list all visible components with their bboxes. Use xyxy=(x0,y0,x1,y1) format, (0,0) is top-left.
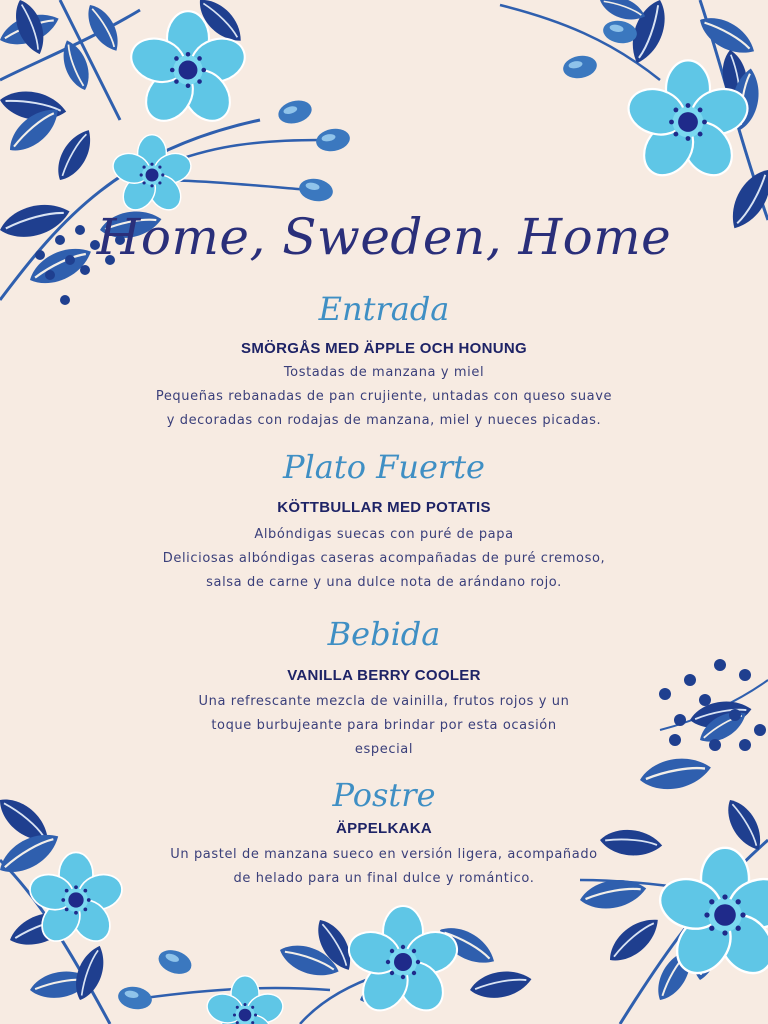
dish-line: Un pastel de manzana sueco en versión ligera, acompañado xyxy=(170,847,598,862)
menu-title: Home, Sweden, Home xyxy=(96,208,672,266)
dish-name-postre: ÄPPELKAKA xyxy=(335,820,433,837)
section-heading-plato-fuerte: Plato Fuerte xyxy=(283,448,485,486)
dish-line: toque burbujeante para brindar por esta ocasión xyxy=(211,718,557,733)
section-heading-bebida: Bebida xyxy=(327,615,441,653)
dish-line: Pequeñas rebanadas de pan crujiente, untadas con queso suave xyxy=(155,389,613,404)
top-right-floral xyxy=(500,0,768,235)
dish-name-plato-fuerte: KÖTTBULLAR MED POTATIS xyxy=(277,499,491,516)
dish-line: salsa de carne y una dulce nota de arándano rojo. xyxy=(206,575,562,590)
dish-line: Una refrescante mezcla de vainilla, frutos rojos y un xyxy=(198,694,570,709)
section-heading-postre: Postre xyxy=(332,776,436,814)
section-heading-entrada: Entrada xyxy=(318,290,450,328)
dish-name-entrada: SMÖRGÅS MED ÄPPLE OCH HONUNG xyxy=(241,340,527,357)
bottom-center-floral xyxy=(116,906,533,1024)
dish-name-bebida: VANILLA BERRY COOLER xyxy=(287,667,481,684)
dish-line: de helado para un final dulce y romántico. xyxy=(233,871,535,886)
dish-line: Tostadas de manzana y miel xyxy=(283,365,485,380)
dish-line: y decoradas con rodajas de manzana, miel y nueces picadas. xyxy=(166,413,602,428)
dish-line: Deliciosas albóndigas caseras acompañadas de puré cremoso, xyxy=(162,551,606,566)
dish-line: especial xyxy=(354,742,414,757)
dish-line: Albóndigas suecas con puré de papa xyxy=(254,527,514,542)
